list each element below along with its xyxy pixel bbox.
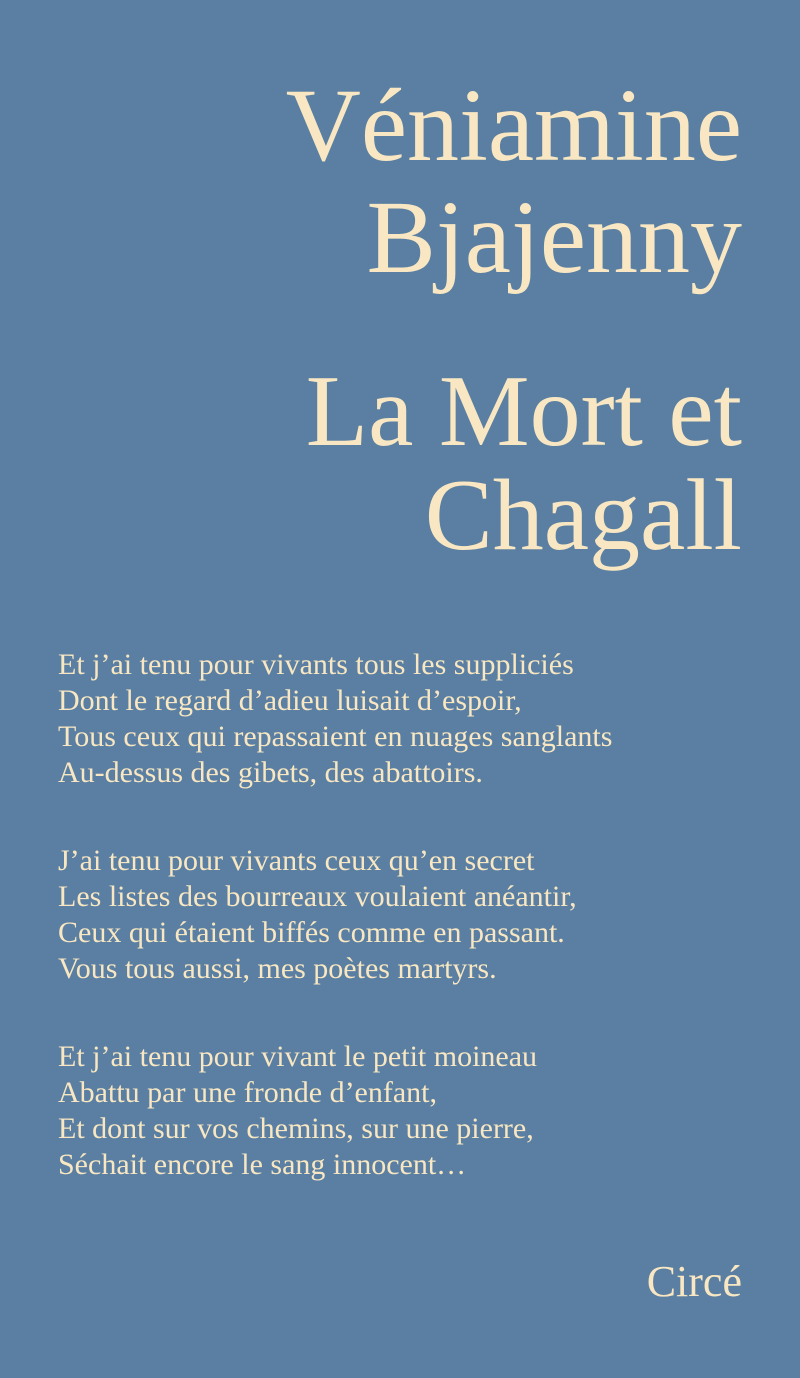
author-name [286,70,742,294]
book-title-line-2: Chagall [424,459,742,572]
poem-line: Et j’ai tenu pour vivants tous les suppliciés [58,648,574,681]
publisher-name: Circé [646,1257,742,1306]
poem-stanza-3 [58,1039,758,1183]
poem-stanza-1 [58,647,758,791]
poem-line: Abattu par une fronde d’enfant, [58,1076,438,1109]
poem-line: Vous tous aussi, mes poètes martyrs. [58,952,497,985]
poem-excerpt [58,647,758,1235]
book-title-line-1: La Mort et [305,355,742,468]
poem-line: Et j’ai tenu pour vivant le petit moineau [58,1040,538,1073]
poem-line: Ceux qui étaient biffés comme en passant. [58,916,565,949]
poem-line: J’ai tenu pour vivants ceux qu’en secret [58,844,535,877]
poem-line: Au-dessus des gibets, des abattoirs. [58,756,483,789]
author-last-name: Bjajenny [366,180,742,295]
poem-line: Dont le regard d’adieu luisait d’espoir, [58,684,522,717]
poem-line: Et dont sur vos chemins, sur une pierre, [58,1112,534,1145]
author-first-name: Véniamine [285,68,742,183]
poem-line: Les listes des bourreaux voulaient anéantir, [58,880,577,913]
poem-line: Tous ceux qui repassaient en nuages sanglants [58,720,613,753]
poem-stanza-2 [58,843,758,987]
book-title [305,355,742,572]
poem-line: Séchait encore le sang innocent… [58,1148,467,1181]
